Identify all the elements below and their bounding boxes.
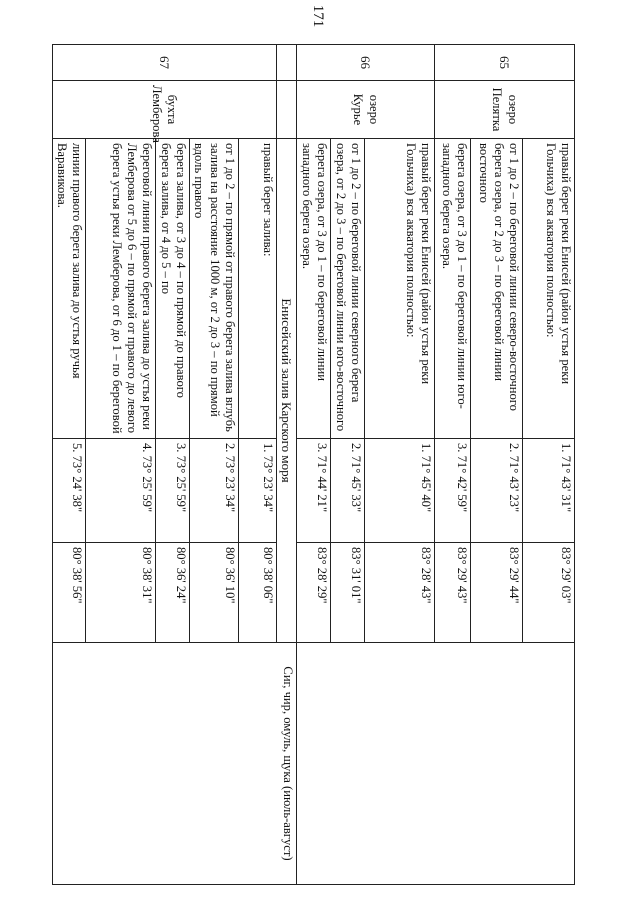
boundary-description: правый берег реки Енисей (район устья реки Гольчиха) вся акватория полностью: <box>365 139 435 439</box>
boundary-description: берега озера, от 3 до 1 – по береговой линии юго-западного берега озера. <box>435 139 471 439</box>
boundary-description: от 1 до 2 – по береговой линии северного берега озера, от 2 до 3 – по береговой линии юго-восточного <box>331 139 365 439</box>
boundary-description: берега озера, от 3 до 1 – по береговой линии западного берега озера. <box>297 139 331 439</box>
page-number: 171 <box>310 4 326 28</box>
water-body-name: озеро Пелятка <box>435 81 575 139</box>
boundary-description: береговой линии правого берега залива до устья реки Лемберова от 5 до 6 – по прямой от правого до левого берега устья реки Лемберова, от 6 до 1 – по береговой <box>86 139 156 439</box>
latitude-point: 3. 73° 25' 59" <box>156 439 190 543</box>
latitude-point: 5. 73° 24' 38" <box>52 439 85 543</box>
spacer-cell <box>276 45 296 81</box>
longitude-value: 80° 38' 56" <box>52 543 85 643</box>
latitude-point: 3. 71° 42' 59" <box>435 439 471 543</box>
longitude-value: 83° 29' 03" <box>523 543 575 643</box>
fishing-areas-table <box>52 44 575 885</box>
latitude-point: 3. 71° 44' 21" <box>297 439 331 543</box>
boundary-description: правый берег реки Енисей (район устья реки Гольчиха) вся акватория полностью: <box>523 139 575 439</box>
boundary-description: правый берег залива: <box>238 139 276 439</box>
row-number: 67 <box>52 45 276 81</box>
longitude-value: 83° 29' 44" <box>471 543 523 643</box>
longitude-value: 83° 31' 01" <box>331 543 365 643</box>
longitude-value: 80° 38' 06" <box>238 543 276 643</box>
empty-cell <box>297 643 575 885</box>
longitude-value: 80° 36' 24" <box>156 543 190 643</box>
rotated-table-sheet <box>54 44 575 884</box>
latitude-point: 1. 73° 23' 34" <box>238 439 276 543</box>
longitude-value: 80° 38' 31" <box>86 543 156 643</box>
longitude-value: 83° 29' 43" <box>435 543 471 643</box>
boundary-description: от 1 до 2 – по береговой линии северо-восточного берега озера, от 2 до 3 – по береговой линии восточного <box>471 139 523 439</box>
latitude-point: 4. 73° 25' 59" <box>86 439 156 543</box>
latitude-point: 1. 71° 45' 40" <box>365 439 435 543</box>
row-number: 66 <box>297 45 435 81</box>
row-number: 65 <box>435 45 575 81</box>
longitude-value: 83° 28' 29" <box>297 543 331 643</box>
longitude-value: 80° 36' 10" <box>190 543 239 643</box>
water-body-name: бухта Лемберова <box>52 81 276 139</box>
latitude-point: 2. 71° 45' 33" <box>331 439 365 543</box>
section-title: Енисейский залив Карского моря <box>276 139 296 643</box>
boundary-description: линии правого берега залива до устья ручья Варавикова. <box>52 139 85 439</box>
fish-species-note: Сиг, чир, омуль, щука (июль-август) <box>52 643 296 885</box>
spacer-cell <box>276 81 296 139</box>
water-body-name: озеро Курье <box>297 81 435 139</box>
boundary-description: от 1 до 2 – по прямой от правого берега залива вглубь залива на расстояние 1000 м, от 2 до 3 – по прямой вдоль правого <box>190 139 239 439</box>
latitude-point: 1. 71° 43' 31" <box>523 439 575 543</box>
boundary-description: берега залива, от 3 до 4 – по прямой до правого берега залива, от 4 до 5 – по <box>156 139 190 439</box>
latitude-point: 2. 73° 23' 34" <box>190 439 239 543</box>
latitude-point: 2. 71° 43' 23" <box>471 439 523 543</box>
longitude-value: 83° 28' 43" <box>365 543 435 643</box>
